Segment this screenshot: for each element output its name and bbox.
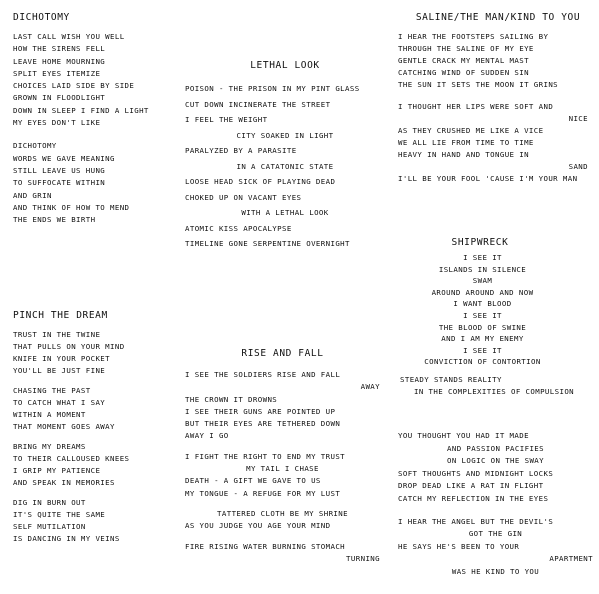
poem-rise-and-fall	[185, 348, 380, 565]
poem-you-thought	[398, 430, 593, 579]
poem-line: LEAVE HOME MOURNING	[13, 56, 106, 66]
poem-line: AND GRIN	[13, 190, 52, 200]
poem-line: FIRE RISING WATER BURNING STOMACH	[185, 541, 346, 551]
poem-line: I FEEL THE WEIGHT	[185, 115, 268, 124]
poem-line: CITY SOAKED IN LIGHT	[236, 130, 334, 140]
poem-line: I SEE IT	[463, 345, 502, 355]
poem-line: AND THINK OF HOW TO MEND	[13, 202, 130, 212]
poem-title: LETHAL LOOK	[250, 60, 320, 71]
poem-line: DEATH - A GIFT WE GAVE TO US	[185, 476, 321, 486]
poem-line: TRUST IN THE TWINE	[13, 330, 101, 339]
poem-line: I SEE IT	[463, 310, 502, 320]
poem-line: I SEE IT	[463, 253, 502, 262]
poem-line: TATTERED CLOTH BE MY SHRINE	[217, 508, 348, 518]
poem-line: I HEAR THE ANGEL BUT THE DEVIL'S	[398, 516, 554, 526]
poem-shipwreck	[400, 237, 590, 397]
poem-line: WORDS WE GAVE MEANING	[13, 153, 115, 163]
poem-line: LOOSE HEAD SICK OF PLAYING DEAD	[185, 177, 336, 186]
poem-line: PARALYZED BY A PARASITE	[185, 146, 297, 155]
poem-line: BRING MY DREAMS	[13, 442, 86, 451]
poem-line: AROUND AROUND AND NOW	[431, 287, 534, 297]
poem-line: I GRIP MY PATIENCE	[13, 466, 101, 475]
poem-line: AND SPEAK IN MEMORIES	[13, 478, 115, 487]
poem-line: GROWN IN FLOODLIGHT	[13, 93, 106, 103]
poem-line: CATCH MY REFLECTION IN THE EYES	[398, 493, 549, 503]
poem-dichotomy	[13, 12, 183, 226]
poem-line: AS YOU JUDGE YOU AGE YOUR MIND	[185, 521, 331, 531]
poem-line: SELF MUTILATION	[13, 522, 86, 531]
poem-line: KNIFE IN YOUR POCKET	[13, 354, 110, 363]
poem-line: STILL LEAVE US HUNG	[13, 165, 106, 175]
poem-line: MY TAIL I CHASE	[246, 464, 319, 474]
poem-line: THAT MOMENT GOES AWAY	[13, 422, 115, 431]
poem-line: DICHOTOMY	[13, 141, 57, 151]
poem-line: SOFT THOUGHTS AND MIDNIGHT LOCKS	[398, 468, 554, 478]
poem-line: TO CATCH WHAT I SAY	[13, 398, 106, 407]
poem-line: CHASING THE PAST	[13, 386, 91, 395]
poem-line: CHOICES LAID SIDE BY SIDE	[13, 81, 135, 91]
poem-line: DOWN IN SLEEP I FIND A LIGHT	[13, 105, 149, 115]
poem-title: PINCH THE DREAM	[13, 310, 108, 321]
poem-title: RISE AND FALL	[241, 348, 324, 359]
poem-lethal-look	[185, 60, 385, 252]
poem-line: MY EYES DON'T LIKE	[13, 118, 101, 128]
poem-line: THE CROWN IT DROWNS	[185, 394, 278, 404]
poem-line: NICE	[568, 114, 588, 123]
poem-line: LAST CALL WISH YOU WELL	[13, 32, 125, 41]
poem-line: THE SUN IT SETS THE MOON IT GRINS	[398, 80, 559, 89]
poem-line: HOW THE SIRENS FELL	[13, 44, 106, 54]
poem-line: WE ALL LIE FROM TIME TO TIME	[398, 138, 534, 147]
poem-line: IT'S QUITE THE SAME	[13, 510, 106, 519]
poem-line: TIMELINE GONE SERPENTINE OVERNIGHT	[185, 239, 350, 248]
poem-line: DROP DEAD LIKE A RAT IN FLIGHT	[398, 481, 544, 491]
poem-line: I SEE THE SOLDIERS RISE AND FALL	[185, 370, 341, 379]
poem-line: I'LL BE YOUR FOOL 'CAUSE I'M YOUR MAN	[398, 174, 578, 183]
poem-line: SPLIT EYES ITEMIZE	[13, 68, 101, 78]
poem-line: TO SUFFOCATE WITHIN	[13, 178, 106, 188]
poem-line: ON LOGIC ON THE SWAY	[447, 456, 544, 466]
poem-line: YOU'LL BE JUST FINE	[13, 366, 106, 375]
poem-line: AND PASSION PACIFIES	[447, 443, 544, 453]
poem-title: SALINE/THE MAN/KIND TO YOU	[415, 12, 581, 23]
poem-line: CONVICTION OF CONTORTION	[424, 357, 541, 367]
poem-line: AWAY I GO	[185, 431, 229, 441]
poem-line: CATCHING WIND OF SUDDEN SIN	[398, 68, 529, 77]
poem-line: I THOUGHT HER LIPS WERE SOFT AND	[398, 102, 554, 111]
poem-line: SWAM	[472, 276, 493, 286]
poem-line: MY TONGUE - A REFUGE FOR MY LUST	[185, 488, 341, 498]
poem-line: APARTMENT	[549, 554, 593, 564]
poem-line: AND I AM MY ENEMY	[441, 334, 524, 344]
poem-line: ATOMIC KISS APOCALYPSE	[185, 223, 292, 233]
poem-line: YOU THOUGHT YOU HAD IT MADE	[398, 431, 529, 440]
poem-line: AS THEY CRUSHED ME LIKE A VICE	[398, 126, 544, 135]
poem-line: IN A CATATONIC STATE	[236, 161, 334, 171]
poem-line: DIG IN BURN OUT	[13, 498, 86, 507]
poem-line: IN THE COMPLEXITIES OF COMPULSION	[414, 386, 575, 396]
poem-saline	[398, 12, 588, 185]
poem-line: BUT THEIR EYES ARE TETHERED DOWN	[185, 419, 341, 429]
poem-line: THROUGH THE SALINE OF MY EYE	[398, 44, 534, 53]
poem-line: GOT THE GIN	[468, 529, 523, 539]
poem-line: THAT PULLS ON YOUR MIND	[13, 342, 125, 351]
poem-line: WITHIN A MOMENT	[13, 410, 86, 419]
poem-line: TURNING	[346, 553, 380, 563]
poem-line: TO THEIR CALLOUSED KNEES	[13, 454, 130, 463]
poem-line: HE SAYS HE'S BEEN TO YOUR	[398, 541, 520, 551]
poem-title: SHIPWRECK	[451, 237, 509, 248]
poem-line: I WANT BLOOD	[453, 299, 512, 309]
poem-line: AWAY	[360, 382, 380, 392]
poem-line: SAND	[568, 162, 588, 171]
poem-line: HEAVY IN HAND AND TONGUE IN	[398, 150, 529, 159]
poem-line: GENTLE CRACK MY MENTAL MAST	[398, 56, 529, 65]
poem-line: CUT DOWN INCINERATE THE STREET	[185, 99, 331, 109]
poem-line: I FIGHT THE RIGHT TO END MY TRUST	[185, 451, 346, 461]
poem-line: THE BLOOD OF SWINE	[438, 322, 527, 332]
poem-line: WAS HE KIND TO YOU	[451, 566, 540, 576]
poem-line: WITH A LETHAL LOOK	[241, 208, 329, 217]
poem-line: I SEE THEIR GUNS ARE POINTED UP	[185, 406, 336, 416]
poem-title: DICHOTOMY	[13, 12, 70, 23]
poem-line: CHOKED UP ON VACANT EYES	[185, 192, 302, 202]
poem-line: IS DANCING IN MY VEINS	[13, 534, 120, 543]
poem-line: STEADY STANDS REALITY	[400, 374, 502, 384]
poem-pinch-the-dream	[13, 310, 183, 545]
poem-line: THE ENDS WE BIRTH	[13, 215, 96, 225]
poem-line: ISLANDS IN SILENCE	[438, 264, 527, 274]
poem-line: POISON - THE PRISON IN MY PINT GLASS	[185, 84, 360, 93]
poem-line: I HEAR THE FOOTSTEPS SAILING BY	[398, 32, 549, 41]
